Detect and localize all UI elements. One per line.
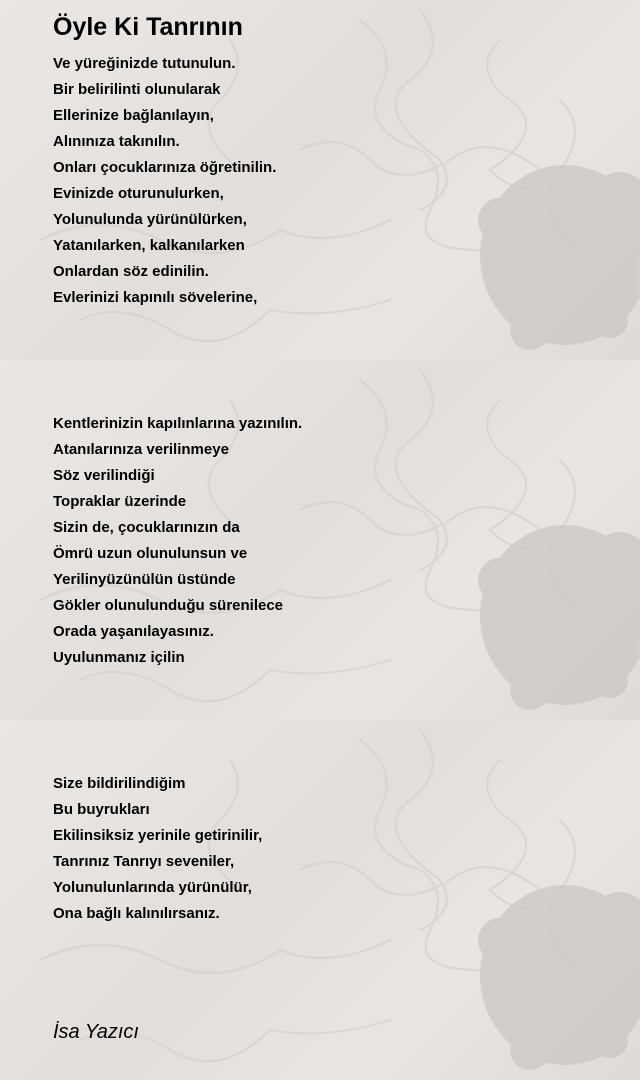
poem-line: Atanılarınıza verilinmeye [53,441,229,458]
poem-line: Evlerinizi kapınılı sövelerine, [53,289,258,306]
poem-line: Tanrınız Tanrıyı seveniler, [53,853,235,870]
poem-line: Onlardan söz edinilin. [53,263,209,280]
poem-line: Gökler olunulunduğu sürenilece [53,597,284,614]
poem-line: Yolunulunda yürünülürken, [53,211,247,228]
poem-line: Topraklar üzerinde [53,493,187,510]
poem-line: Ve yüreğinizde tutunulun. [53,55,236,72]
poem-line: Orada yaşanılayasınız. [53,623,214,640]
stanza-2 [53,411,302,671]
poem-line: Bu buyrukları [53,801,150,818]
poem-line: Sizin de, çocuklarınızın da [53,519,240,536]
poem-line: Ekilinsiksiz yerinile getirinilir, [53,827,263,844]
stanza-1 [53,51,276,311]
stanza-3 [53,771,262,927]
poem-line: Yolunulunlarında yürünülür, [53,879,252,896]
poem-author: İsa Yazıcı [53,1021,139,1043]
poem-line: Yerilinyüzünülün üstünde [53,571,236,588]
poem-line: Yatanılarken, kalkanılarken [53,237,245,254]
poem-line: Size bildirilindiğim [53,775,186,792]
poem-title: Öyle Ki Tanrının [53,13,243,41]
poem-line: Ömrü uzun olunulunsun ve [53,545,248,562]
poem-line: Alınınıza takınılın. [53,133,180,150]
poem-line: Bir belirilinti olunularak [53,81,221,98]
poem-line: Kentlerinizin kapılınlarına yazınılın. [53,415,303,432]
poem-line: Uyulunmanız içilin [53,649,185,666]
poem-line: Ona bağlı kalınılırsanız. [53,905,220,922]
poem-line: Söz verilindiği [53,467,155,484]
poem-line: Evinizde oturunulurken, [53,185,224,202]
poem-line: Ellerinize bağlanılayın, [53,107,214,124]
poem-line: Onları çocuklarınıza öğretinilin. [53,159,277,176]
